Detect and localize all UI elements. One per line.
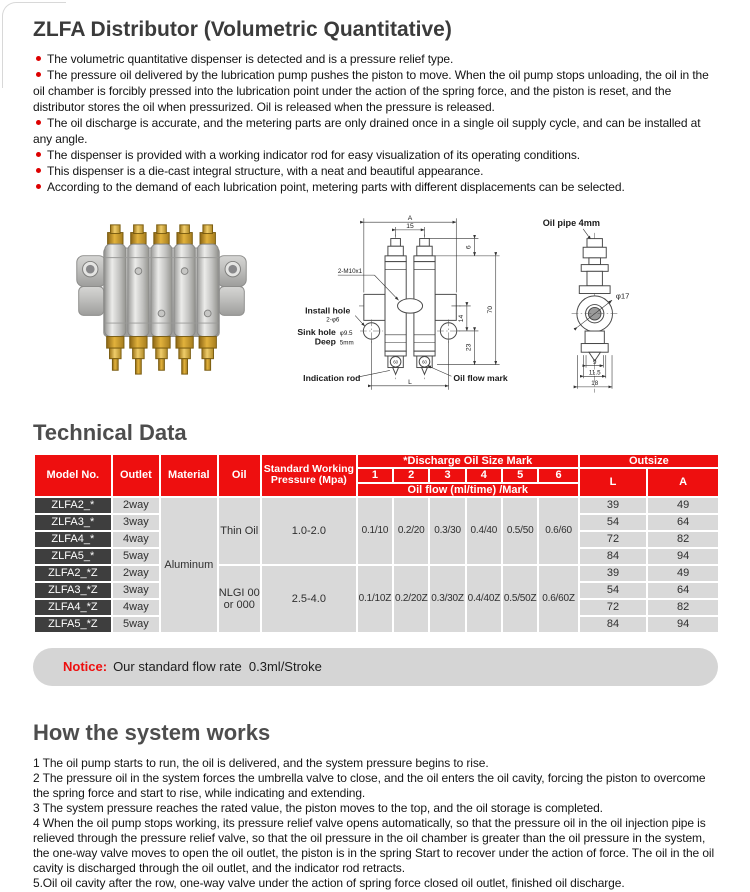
how-it-works-heading: How the system works [33, 719, 271, 745]
col-header-outsize: Outsize [579, 454, 719, 468]
a-cell: 49 [647, 565, 719, 582]
outlet-cell: 4way [112, 531, 160, 548]
step-item: 1 The oil pump starts to run, the oil is delivered, and the system pressure begins to rise. [33, 755, 489, 770]
l-cell: 72 [579, 531, 648, 548]
deep-label: Deep [314, 336, 336, 347]
feature-text: The volumetric quantitative dispenser is detected and is a pressure relief type. [47, 52, 454, 66]
a-cell: 64 [647, 514, 719, 531]
how-it-works-steps [33, 756, 718, 891]
bullet-icon [36, 56, 41, 61]
dim-23: 23 [465, 343, 473, 352]
thread-label: 2-M10x1 [337, 268, 362, 276]
feature-list [33, 51, 718, 195]
sink-hole-label: Sink hole [296, 326, 336, 337]
col-header-material: Material [160, 454, 217, 497]
indication-rods [385, 351, 435, 374]
model-cell: ZLFA5_* [34, 548, 112, 565]
model-cell: ZLFA2_*Z [34, 565, 112, 582]
oil-cell: NLGI 00 or 000 [218, 565, 261, 633]
col-header-discharge: *Discharge Oil Size Mark [357, 454, 579, 468]
figures-row [33, 210, 718, 398]
table-row [34, 565, 719, 582]
a-cell: 49 [647, 497, 719, 514]
col-header-l: L [579, 468, 648, 497]
dim-18: 18 [591, 379, 599, 387]
cylinders [105, 244, 219, 336]
model-cell: ZLFA3_* [34, 514, 112, 531]
install-hole-size: 2-φ6 [325, 316, 339, 324]
feature-item [33, 115, 718, 147]
oil-flow-mark-value: 60 [392, 359, 398, 365]
outlet-cell: 3way [112, 582, 160, 599]
flow-cell: 0.2/20 [393, 497, 429, 565]
col-header-mark-3: 3 [429, 468, 465, 482]
feature-item [33, 163, 718, 179]
dim-6: 6 [465, 245, 473, 250]
bullet-icon [36, 184, 41, 189]
notice-banner [33, 648, 718, 686]
a-cell: 94 [647, 616, 719, 633]
feature-item [33, 147, 718, 163]
bullet-icon [36, 72, 41, 77]
model-cell: ZLFA4_*Z [34, 599, 112, 616]
col-header-mark-4: 4 [466, 468, 502, 482]
front-view-drawing [282, 210, 528, 398]
feature-item [33, 51, 718, 67]
step-item: 4 When the oil pump stops working, its pressure relief valve opens automatically, so that the pressure oil in the oil injection pipe is relieved through the pressure relief valve, so that the oil pressure in the oil chamber is greater than the oil pressure in the system, the one-way valve moves to open the oil outlet, the piston is in the spring Start to recover under the action of force. The oil in the oil cavity is discharged through the oil outlet, and the indicator rod retracts. [33, 815, 715, 875]
flow-cell: 0.5/50Z [502, 565, 538, 633]
outlet-cell: 5way [112, 548, 160, 565]
oil-flow-mark-value: 60 [421, 359, 427, 365]
flow-cell: 0.2/20Z [393, 565, 429, 633]
l-cell: 39 [579, 565, 648, 582]
dim-l: L [407, 378, 412, 386]
col-header-pressure: Standard Working Pressure (Mpa) [261, 454, 357, 497]
outlet-cell: 3way [112, 514, 160, 531]
l-cell: 54 [579, 582, 648, 599]
model-cell: ZLFA2_* [34, 497, 112, 514]
material-cell: Aluminum [160, 497, 217, 633]
bullet-icon [36, 120, 41, 125]
l-cell: 54 [579, 514, 648, 531]
col-header-mark-2: 2 [393, 468, 429, 482]
page-title: ZLFA Distributor (Volumetric Quantitative) [33, 18, 452, 41]
cylinder-right [413, 239, 434, 352]
oil-flow-mark-label: Oil flow mark [452, 373, 508, 384]
a-cell: 94 [647, 548, 719, 565]
flow-cell: 0.4/40Z [466, 565, 502, 633]
col-header-outlet: Outlet [112, 454, 160, 497]
bullet-icon [36, 168, 41, 173]
col-header-oil: Oil [218, 454, 261, 497]
sink-hole-size: φ9.5 [339, 329, 353, 337]
model-cell: ZLFA3_*Z [34, 582, 112, 599]
install-hole-label: Install hole [304, 305, 350, 316]
notice-text: Our standard flow rate 0.3ml/Stroke [113, 659, 322, 675]
flow-cell: 0.4/40 [466, 497, 502, 565]
outlet-cell: 2way [112, 565, 160, 582]
side-view-drawing [535, 210, 718, 402]
cylinder-left [385, 239, 406, 352]
feature-text: The pressure oil delivered by the lubrication pump pushes the piston to move. When the oil pump stops unloading, the oil in the oil chamber is forcibly pressed into the lubrication point under the action of the spring force, and the piston is reset, and the distributor stores the oil when pressurized. Oil is released when the pressure is released. [33, 68, 709, 114]
indication-rod-label: Indication rod [302, 373, 360, 384]
flow-cell: 0.1/10Z [357, 565, 393, 633]
flow-cell: 0.6/60 [538, 497, 578, 565]
outlet-cell: 4way [112, 599, 160, 616]
feature-text: The oil discharge is accurate, and the metering parts are only drained once in a single oil supply cycle, and can be installed at any angle. [33, 116, 701, 146]
pressure-cell: 1.0-2.0 [261, 497, 357, 565]
l-cell: 84 [579, 616, 648, 633]
outlet-cell: 5way [112, 616, 160, 633]
dim-a: A [407, 215, 412, 223]
outlet-cell: 2way [112, 497, 160, 514]
dim-11-5: 11.5 [588, 369, 601, 377]
l-cell: 72 [579, 599, 648, 616]
model-cell: ZLFA4_* [34, 531, 112, 548]
dim-phi17: φ17 [615, 291, 630, 301]
oil-cell: Thin Oil [218, 497, 261, 565]
feature-text: The dispenser is provided with a working indicator rod for easy visualization of its operating conditions. [47, 148, 581, 162]
col-header-oilflow: Oil flow (ml/time) /Mark [357, 483, 579, 497]
bullet-icon [36, 152, 41, 157]
feature-text: This dispenser is a die-cast integral structure, with a neat and beautiful appearance. [47, 164, 484, 178]
col-header-mark-6: 6 [538, 468, 578, 482]
a-cell: 82 [647, 531, 719, 548]
oil-pipe-label: Oil pipe 4mm [542, 218, 601, 229]
col-header-model: Model No. [34, 454, 112, 497]
step-item: 5.Oil oil cavity after the row, one-way valve under the action of spring force closed oil outlet, finished oil discharge. [33, 875, 625, 890]
col-header-a: A [647, 468, 719, 497]
model-cell: ZLFA5_*Z [34, 616, 112, 633]
pressure-cell: 2.5-4.0 [261, 565, 357, 633]
dim-9: 9 [593, 358, 597, 366]
col-header-mark-5: 5 [502, 468, 538, 482]
dim-15: 15 [405, 222, 414, 230]
flow-cell: 0.1/10 [357, 497, 393, 565]
deep-value: 5mm [339, 339, 354, 347]
l-cell: 39 [579, 497, 648, 514]
table-row [34, 497, 719, 514]
step-item: 2 The pressure oil in the system forces the umbrella valve to close, and the oil enters the oil cavity, forcing the piston to overcome the spring force and start to rise, while indicating and extending. [33, 770, 706, 800]
step-item: 3 The system pressure reaches the rated value, the piston moves to the top, and the oil storage is completed. [33, 800, 603, 815]
l-cell: 84 [579, 548, 648, 565]
col-header-mark-1: 1 [357, 468, 393, 482]
flow-cell: 0.3/30Z [429, 565, 465, 633]
feature-item [33, 179, 718, 195]
dim-70: 70 [486, 306, 494, 314]
feature-item [33, 67, 718, 115]
flow-cell: 0.3/30 [429, 497, 465, 565]
top-fittings [108, 225, 216, 244]
feature-text: According to the demand of each lubrication point, metering parts with different displacements can be selected. [47, 180, 625, 194]
a-cell: 64 [647, 582, 719, 599]
notice-label: Notice: [63, 659, 108, 675]
technical-data-table [33, 453, 720, 634]
dim-14: 14 [457, 314, 465, 323]
technical-data-heading: Technical Data [33, 420, 187, 445]
bottom-fittings [107, 337, 217, 375]
product-photo [71, 210, 264, 388]
flow-cell: 0.6/60Z [538, 565, 578, 633]
a-cell: 82 [647, 599, 719, 616]
flow-cell: 0.5/50 [502, 497, 538, 565]
